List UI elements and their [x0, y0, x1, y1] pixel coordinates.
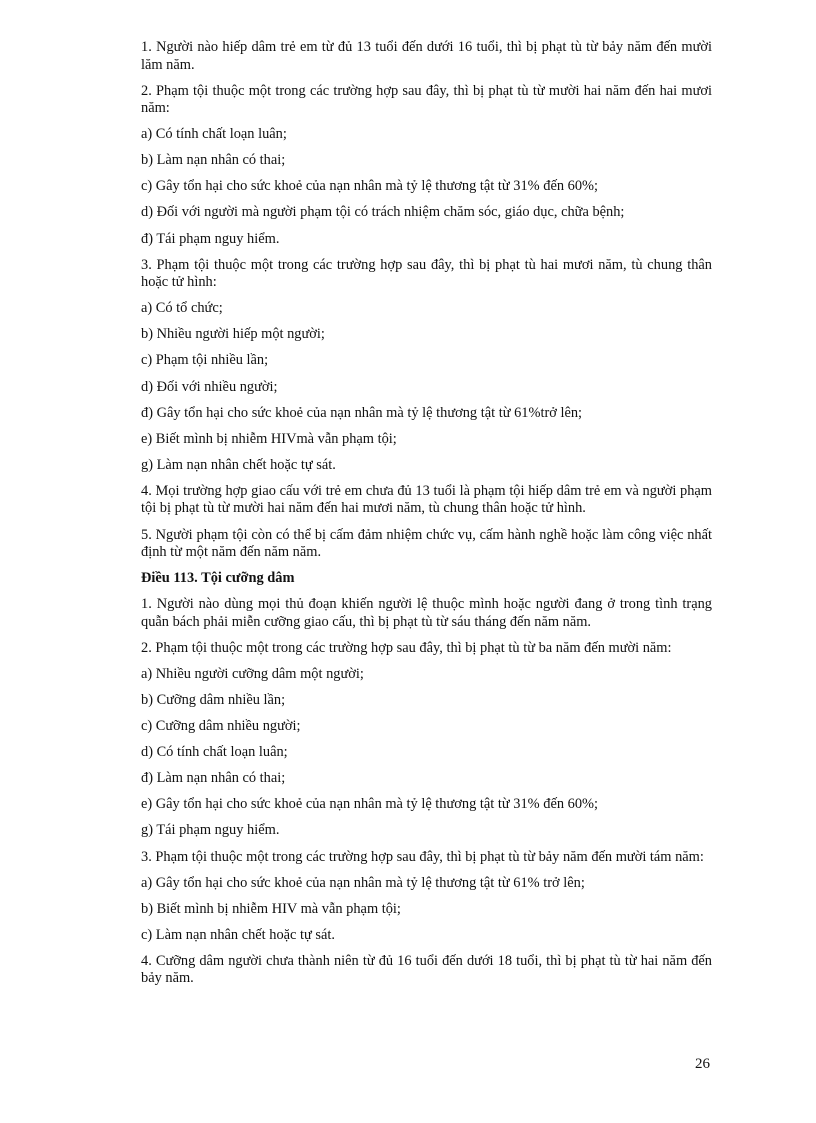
paragraph: 2. Phạm tội thuộc một trong các trường hợp sau đây, thì bị phạt tù từ ba năm đến mười năm: [141, 639, 672, 656]
page-number: 26 [695, 1056, 710, 1072]
paragraph: b) Biết mình bị nhiễm HIV mà vẫn phạm tội; [141, 900, 401, 917]
paragraph: d) Đối với nhiều người; [141, 378, 278, 395]
paragraph: d) Có tính chất loạn luân; [141, 744, 288, 761]
paragraph: đ) Tái phạm nguy hiểm. [141, 230, 280, 247]
paragraph: e) Gây tổn hại cho sức khoẻ của nạn nhân mà tỷ lệ thương tật từ 31% đến 60%; [141, 796, 599, 813]
paragraph: c) Gây tổn hại cho sức khoẻ của nạn nhân mà tỷ lệ thương tật từ 31% đến 60%; [141, 178, 599, 195]
article-heading: Điều 113. Tội cưỡng dâm [141, 570, 295, 587]
paragraph: 5. Người phạm tội còn có thể bị cấm đảm nhiệm chức vụ, cấm hành nghề hoặc làm công việc nhất định từ một năm đến năm năm. [141, 526, 712, 560]
paragraph: e) Biết mình bị nhiễm HIVmà vẫn phạm tội; [141, 430, 397, 447]
paragraph: a) Có tổ chức; [141, 300, 223, 317]
paragraph: 1. Người nào hiếp dâm trẻ em từ đủ 13 tuổi đến dưới 16 tuổi, thì bị phạt tù từ bảy năm đến mười lăm năm. [141, 39, 712, 73]
paragraph: a) Gây tổn hại cho sức khoẻ của nạn nhân mà tỷ lệ thương tật từ 61% trở lên; [141, 874, 585, 891]
paragraph: b) Làm nạn nhân có thai; [141, 152, 286, 169]
paragraph: c) Cưỡng dâm nhiều người; [141, 718, 301, 735]
paragraph: a) Có tính chất loạn luân; [141, 126, 287, 143]
paragraph: 2. Phạm tội thuộc một trong các trường hợp sau đây, thì bị phạt tù từ mười hai năm đến hai mươi năm: [141, 82, 712, 117]
paragraph: đ) Gây tổn hại cho sức khoẻ của nạn nhân mà tỷ lệ thương tật từ 61%trở lên; [141, 404, 583, 421]
paragraph: g) Làm nạn nhân chết hoặc tự sát. [141, 456, 336, 473]
document-body [141, 39, 712, 997]
paragraph: a) Nhiều người cưỡng dâm một người; [141, 665, 364, 682]
paragraph: c) Phạm tội nhiều lần; [141, 352, 269, 369]
paragraph: 1. Người nào dùng mọi thủ đoạn khiến người lệ thuộc mình hoặc người đang ở trong tình trạng quẫn bách phải miễn cưỡng giao cấu, thì bị phạt tù từ sáu tháng đến năm năm. [141, 596, 712, 630]
paragraph: 4. Cưỡng dâm người chưa thành niên từ đủ 16 tuổi đến dưới 18 tuổi, thì bị phạt tù từ hai năm đến bảy năm. [141, 952, 712, 987]
paragraph: 3. Phạm tội thuộc một trong các trường hợp sau đây, thì bị phạt tù từ bảy năm đến mười tám năm: [141, 848, 704, 865]
paragraph: đ) Làm nạn nhân có thai; [141, 770, 286, 787]
paragraph: c) Làm nạn nhân chết hoặc tự sát. [141, 926, 335, 943]
paragraph: d) Đối với người mà người phạm tội có trách nhiệm chăm sóc, giáo dục, chữa bệnh; [141, 204, 625, 221]
paragraph: 3. Phạm tội thuộc một trong các trường hợp sau đây, thì bị phạt tù hai mươi năm, tù chung thân hoặc tử hình: [141, 256, 712, 291]
paragraph: g) Tái phạm nguy hiểm. [141, 822, 280, 839]
paragraph: b) Nhiều người hiếp một người; [141, 326, 325, 343]
paragraph: b) Cưỡng dâm nhiều lần; [141, 691, 286, 708]
paragraph: 4. Mọi trường hợp giao cấu với trẻ em chưa đủ 13 tuổi là phạm tội hiếp dâm trẻ em và người phạm tội bị phạt tù từ mười hai năm đến hai mươi năm, tù chung thân hoặc tử hình. [141, 482, 712, 517]
